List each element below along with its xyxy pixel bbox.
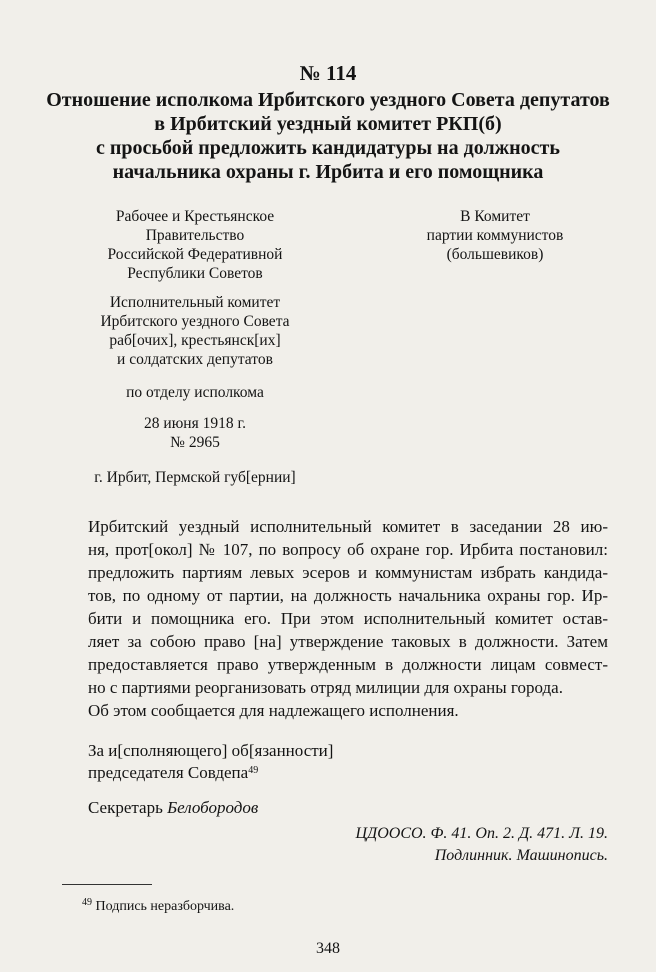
document-date: 28 июня 1918 г. (144, 415, 246, 432)
footnote-reference: 49 (248, 765, 259, 776)
outgoing-number: № 2965 (170, 434, 220, 451)
body-paragraph: Об этом сообщается для надлежащего исполнения. (88, 701, 459, 720)
body-line: ня, прот[окол] № 107, по вопросу об охране гор. Ирбита постановил: (88, 540, 608, 559)
body-line: тов, по одному от партии, на должность начальника охраны гор. Ир- (88, 586, 608, 605)
chairman-title: председателя Совдепа (88, 763, 249, 782)
body-line: но с партиями реорганизовать отряд милиции для охраны города. (88, 678, 563, 697)
archive-line: ЦДООСО. Ф. 41. Оп. 2. Д. 471. Л. 19. (355, 825, 608, 842)
archive-line: Подлинник. Машинопись. (434, 847, 608, 864)
recipient-line: (большевиков) (446, 246, 544, 263)
place: г. Ирбит, Пермской губ[ернии] (94, 469, 296, 486)
footnote-number: 49 (82, 897, 92, 908)
title-line: начальника охраны г. Ирбита и его помощника (112, 161, 544, 183)
title-block (0, 60, 656, 184)
body-line: ляет за собою право [на] утверждение таковых в должности. Затем (88, 632, 608, 651)
committee-name (80, 293, 310, 369)
body-line: Ирбитский уездный исполнительный комитет в заседании 28 ию- (88, 517, 608, 536)
date-and-number (80, 414, 310, 452)
secretary-name: Белобородов (167, 798, 259, 817)
body-line: предложить партиям левых эсеров и коммунистам избрать кандида- (88, 563, 608, 582)
title-line: с просьбой предложить кандидатуры на должность (96, 137, 560, 159)
archive-reference (355, 823, 608, 867)
body-text (62, 515, 608, 722)
document-number: № 114 (299, 61, 357, 85)
secretary-label: Секретарь (88, 798, 163, 817)
footnote-text: Подпись неразборчива. (95, 899, 235, 914)
sender-header (80, 207, 310, 497)
document-title (0, 88, 656, 184)
page-number: 348 (316, 940, 340, 957)
body-line: бити и помощника его. При этом исполнительный комитет остав- (88, 609, 608, 628)
committee-line: Исполнительный комитет (109, 294, 281, 311)
committee-line: и солдатских депутатов (117, 351, 273, 368)
recipient-line: В Комитет (460, 208, 530, 225)
department: по отделу исполкома (126, 384, 264, 401)
title-line: Отношение исполкома Ирбитского уездного Совета депутатов (46, 89, 610, 111)
committee-line: раб[очих], крестьянск[их] (109, 332, 281, 349)
recipient-line: партии коммунистов (426, 227, 564, 244)
recipient-header (410, 207, 580, 264)
government-line: Республики Советов (127, 265, 263, 282)
government-line: Российской Федеративной (107, 246, 283, 263)
government-line: Правительство (145, 227, 245, 244)
secretary-signature (88, 797, 258, 819)
government-line: Рабочее и Крестьянское (115, 208, 275, 225)
signature-line: За и[сполняющего] об[язанности] (88, 741, 334, 760)
footnote-divider (62, 884, 152, 885)
title-line: в Ирбитский уездный комитет РКП(б) (154, 113, 502, 135)
committee-line: Ирбитского уездного Совета (100, 313, 290, 330)
signature-line (88, 762, 333, 784)
government-name (80, 207, 310, 283)
footnote (82, 899, 234, 915)
chairman-signature (88, 740, 333, 784)
body-line: предоставляется право утвержденным в должности лицам совмест- (88, 655, 608, 674)
body-paragraph (62, 515, 608, 699)
